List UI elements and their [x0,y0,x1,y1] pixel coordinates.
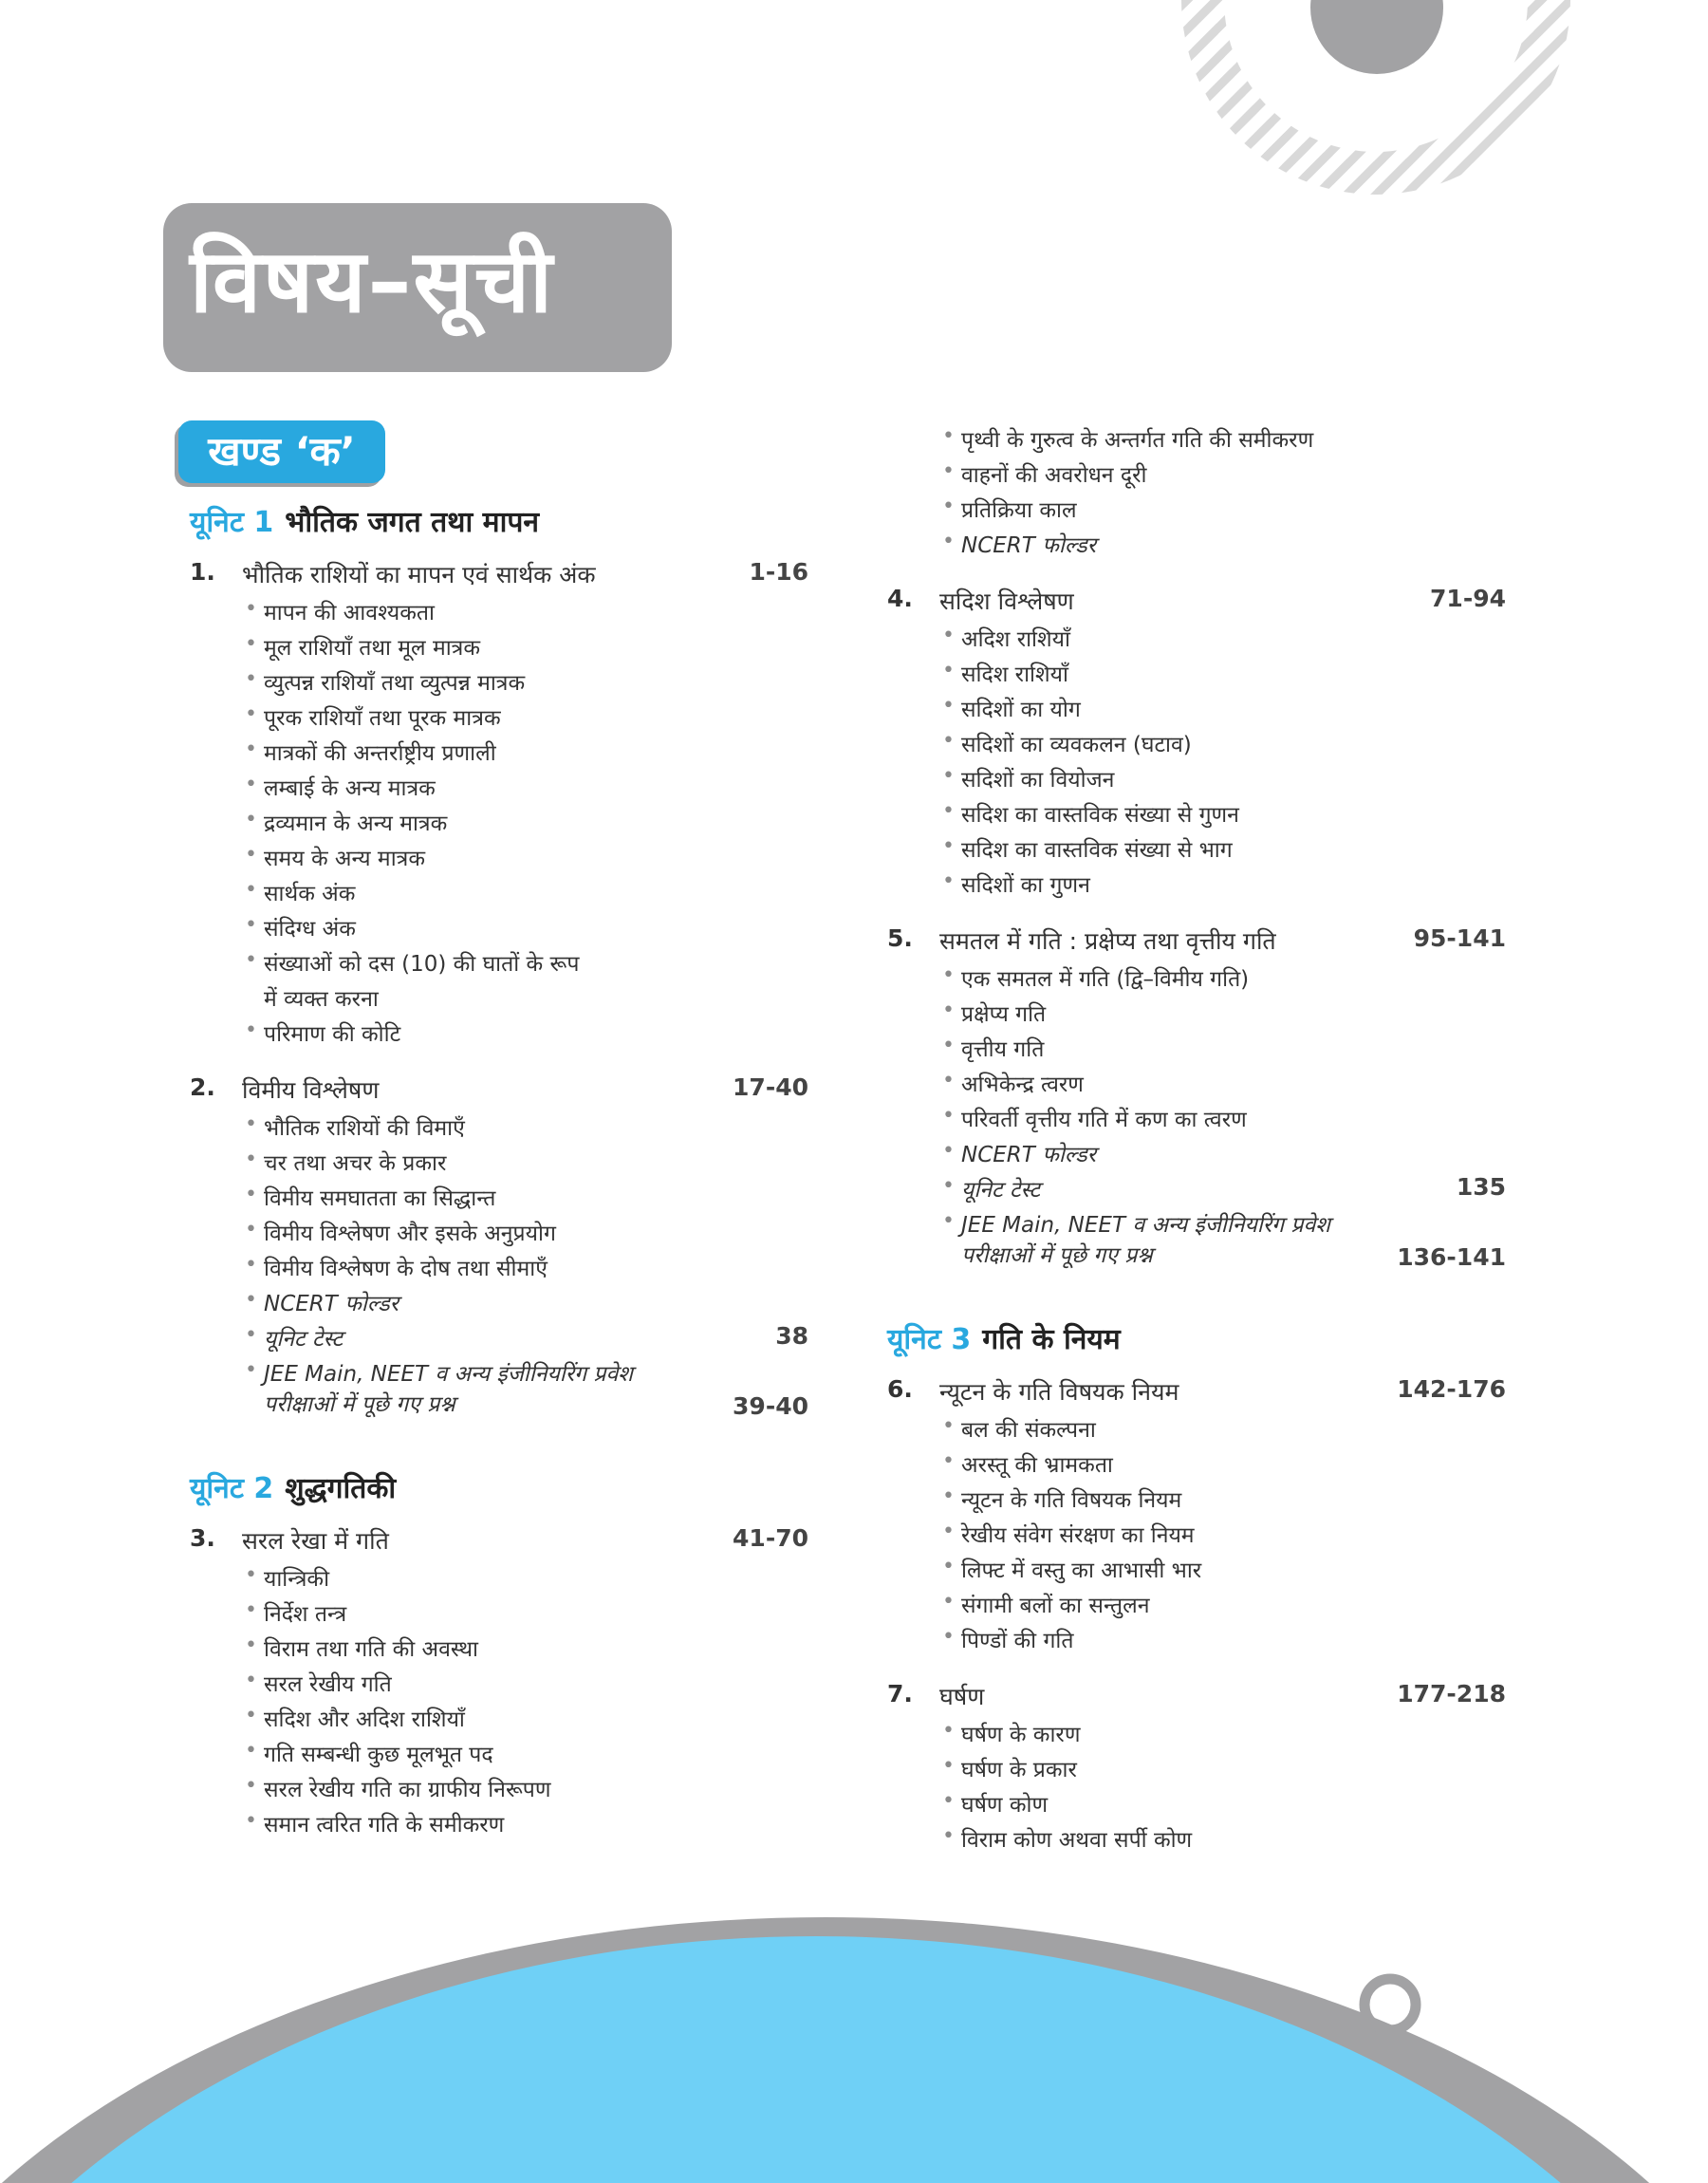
topic-item: • बल की संकल्पना [942,1414,1096,1443]
page-title: विषय–सूची [190,231,554,332]
ring-decoration [1365,1979,1416,2030]
right-column [887,423,1506,1858]
chapter-row[interactable] [887,585,1506,623]
chapter-pages: 17-40 [733,1073,808,1101]
topic-item: • रेखीय संवेग संरक्षण का नियम [942,1520,1195,1548]
topic-item: • परिमाण की कोटि [245,1018,401,1047]
unit-title: गति के नियम [982,1323,1121,1356]
topic-item: • विराम तथा गति की अवस्था [245,1633,479,1662]
jee-questions-item: • JEE Main, NEET व अन्य इंजीनियरिंग प्रवेश परीक्षाओं में पूछे गए प्रश्न 39-40 [245,1358,808,1420]
chapter-pages: 95-141 [1413,924,1506,952]
chapter-row[interactable] [190,558,808,596]
topic-item: • सरल रेखीय गति [245,1669,392,1697]
topic-item: • पूरक राशियाँ तथा पूरक मात्रक [245,702,501,731]
chapter-title: विमीय विश्लेषण [242,1076,380,1104]
topic-item: • सरल रेखीय गति का ग्राफीय निरूपण [245,1774,551,1802]
topic-item: • विमीय विश्लेषण और इसके अनुप्रयोग [245,1218,556,1246]
ncert-folder-item: • NCERT फोल्डर [942,1139,1097,1167]
chapter-number: 5. [887,924,913,952]
topic-item: • विमीय समघातता का सिद्धान्त [245,1183,496,1211]
topic-item: • वृत्तीय गति [942,1034,1045,1062]
topic-item: • लम्बाई के अन्य मात्रक [245,773,436,801]
chapter-row[interactable] [190,1524,808,1562]
unit-heading [190,1467,808,1524]
topic-item: • लिफ्ट में वस्तु का आभासी भार [942,1555,1202,1583]
topic-item: • चर तथा अचर के प्रकार [245,1147,447,1176]
chapter-pages: 142-176 [1397,1375,1506,1403]
topic-item: • अभिकेन्द्र त्वरण [942,1069,1084,1097]
unit-heading [190,501,808,558]
topic-item: • पृथ्वी के गुरुत्व के अन्तर्गत गति की समीकरण [942,424,1314,453]
topic-item: • संदिग्ध अंक [245,913,356,942]
topic-item: • घर्षण के प्रकार [942,1754,1077,1782]
topic-item: • मूल राशियाँ तथा मूल मात्रक [245,632,481,661]
topic-item: • सदिशों का गुणन [942,869,1090,898]
chapter-number: 7. [887,1680,913,1707]
topic-item: • सार्थक अंक [245,878,356,906]
chapter-title: न्यूटन के गति विषयक नियम [939,1378,1179,1406]
topic-item: • सदिश और अदिश राशियाँ [245,1704,465,1732]
topic-item: • परिवर्ती वृत्तीय गति में कण का त्वरण [942,1104,1247,1132]
unit-label: यूनिट 2 [190,1472,274,1505]
section-badge: खण्ड ‘क’ [178,420,385,483]
chapter-row[interactable] [190,1073,808,1111]
topic-item: • एक समतल में गति (द्वि–विमीय गति) [942,963,1250,992]
topic-item: • वाहनों की अवरोधन दूरी [942,459,1147,488]
topic-item: • विराम कोण अथवा सर्पी कोण [942,1824,1193,1853]
topic-item: • भौतिक राशियों की विमाएँ [245,1112,465,1141]
topic-item: • समय के अन्य मात्रक [245,843,426,871]
chapter-number: 6. [887,1375,913,1403]
topic-item: • सदिशों का व्यवकलन (घटाव) [942,729,1192,757]
topic-item: • सदिश का वास्तविक संख्या से गुणन [942,799,1239,828]
topic-item: • अदिश राशियाँ [942,624,1070,652]
chapter-number: 2. [190,1073,215,1101]
topic-item-continued: में व्यक्त करना [264,987,379,1012]
topic-item: • समान त्वरित गति के समीकरण [245,1809,505,1838]
topic-item: • मापन की आवश्यकता [245,597,435,625]
topic-item: • सदिश का वास्तविक संख्या से भाग [942,834,1233,863]
topic-item: • संगामी बलों का सन्तुलन [942,1590,1150,1618]
chapter-pages: 41-70 [733,1524,808,1552]
topic-item: • संख्याओं को दस (10) की घातों के रूप [245,948,580,977]
topic-item: • घर्षण कोण [942,1789,1049,1818]
topic-item: • पिण्डों की गति [942,1625,1074,1653]
chapter-row[interactable] [887,1375,1506,1413]
unit-heading [887,1318,1506,1375]
unit-test-item: • यूनिट टेस्ट 38 [245,1322,808,1352]
unit-title: शुद्धगतिकी [285,1472,397,1505]
chapter-pages: 177-218 [1397,1680,1506,1707]
unit-label: यूनिट 3 [887,1323,972,1356]
topic-item: • सदिश राशियाँ [942,659,1068,687]
topic-item: • प्रतिक्रिया काल [942,494,1077,523]
chapter-number: 4. [887,585,913,612]
chapter-row[interactable] [887,1680,1506,1718]
topic-item: • विमीय विश्लेषण के दोष तथा सीमाएँ [245,1253,548,1281]
topic-item: • घर्षण के कारण [942,1719,1081,1747]
unit-label: यूनिट 1 [190,506,274,539]
topic-item: • द्रव्यमान के अन्य मात्रक [245,808,448,836]
topic-item: • न्यूटन के गति विषयक नियम [942,1484,1182,1513]
ncert-folder-item: • NCERT फोल्डर [942,530,1097,558]
topic-item: • व्युत्पन्न राशियाँ तथा व्युत्पन्न मात्रक [245,667,526,696]
unit-title: भौतिक जगत तथा मापन [285,506,540,539]
chapter-title: सदिश विश्लेषण [939,588,1074,615]
chapter-title: भौतिक राशियों का मापन एवं सार्थक अंक [242,561,596,588]
topic-item: • निर्देश तन्त्र [245,1598,347,1627]
jee-questions-item: • JEE Main, NEET व अन्य इंजीनियरिंग प्रवेश परीक्षाओं में पूछे गए प्रश्न 136-141 [942,1209,1506,1271]
topic-item: • सदिशों का योग [942,694,1081,722]
topic-item: • यान्त्रिकी [245,1563,330,1592]
topic-item: • गति सम्बन्धी कुछ मूलभूत पद [245,1739,493,1767]
chapter-title: घर्षण [939,1683,985,1710]
left-column [190,501,808,1843]
topic-item: • मात्रकों की अन्तर्राष्ट्रीय प्रणाली [245,737,496,766]
chapter-number: 3. [190,1524,215,1552]
chapter-number: 1. [190,558,215,586]
chapter-title: सरल रेखा में गति [242,1527,389,1555]
chapter-row[interactable] [887,924,1506,962]
topic-item: • प्रक्षेप्य गति [942,998,1047,1027]
chapter-pages: 1-16 [749,558,808,586]
topic-item: • सदिशों का वियोजन [942,764,1115,793]
unit-test-item: • यूनिट टेस्ट 135 [942,1173,1506,1203]
chapter-pages: 71-94 [1430,585,1506,612]
chapter-title: समतल में गति : प्रक्षेप्य तथा वृत्तीय गति [939,927,1276,955]
ncert-folder-item: • NCERT फोल्डर [245,1288,399,1316]
topic-item: • अरस्तू की भ्रामकता [942,1449,1113,1478]
